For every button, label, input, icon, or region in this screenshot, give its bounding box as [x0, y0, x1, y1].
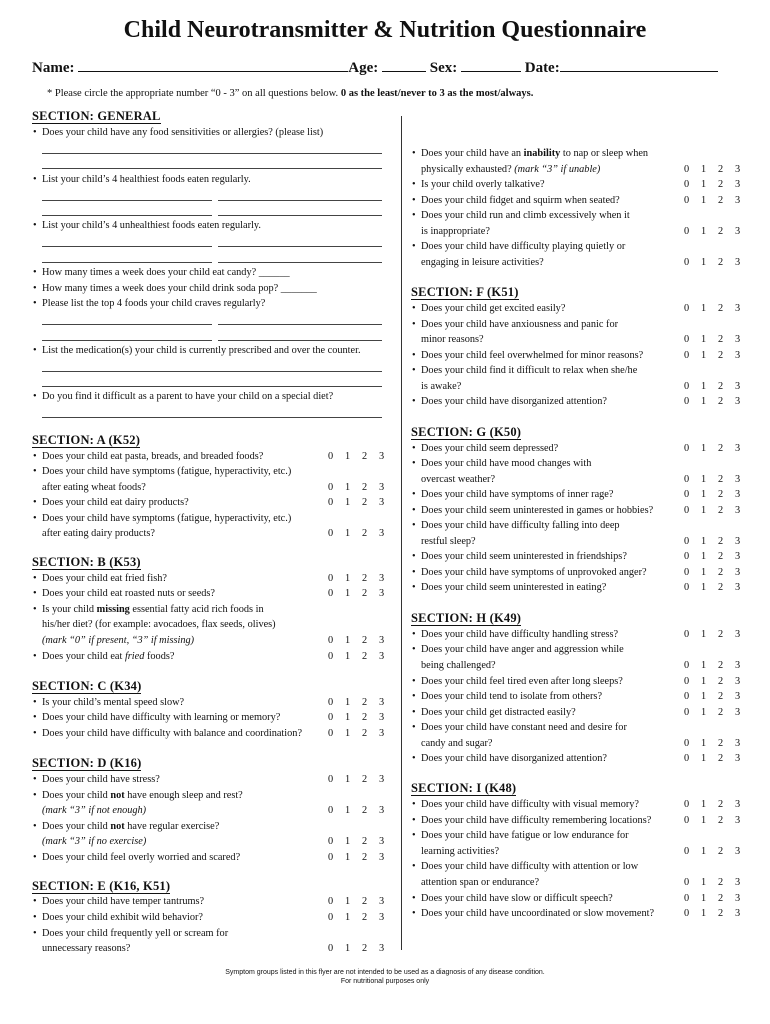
question: • Does your child have symptoms of unprovoked anger? [412, 567, 647, 578]
rating-scale[interactable]: 0 1 2 3 [328, 728, 385, 739]
answer-line[interactable] [218, 324, 382, 325]
question: • Does your child have fatigue or low endurance for [412, 830, 629, 841]
rating-scale[interactable]: 0 1 2 3 [684, 582, 741, 593]
age-field[interactable] [382, 58, 426, 72]
answer-line[interactable] [42, 153, 382, 154]
general-q7: • List the medication(s) your child is currently prescribed and over the counter. [33, 345, 361, 356]
rating-scale[interactable]: 0 1 2 3 [684, 474, 741, 485]
rating-scale[interactable]: 0 1 2 3 [684, 179, 741, 190]
name-label: Name: [32, 60, 75, 76]
rating-scale[interactable]: 0 1 2 3 [684, 707, 741, 718]
question-cont: learning activities? [421, 846, 500, 857]
rating-scale[interactable]: 0 1 2 3 [684, 303, 741, 314]
question: • Is your child missing essential fatty acid rich foods in [33, 604, 264, 615]
question-cont: attention span or endurance? [421, 877, 540, 888]
rating-scale[interactable]: 0 1 2 3 [328, 528, 385, 539]
question: • Does your child feel overly worried and scared? [33, 852, 241, 863]
question: • Does your child have difficulty playing quietly or [412, 241, 626, 252]
question: • Does your child have stress? [33, 774, 160, 785]
rating-scale[interactable]: 0 1 2 3 [684, 815, 741, 826]
answer-line[interactable] [42, 417, 382, 418]
rating-scale[interactable]: 0 1 2 3 [684, 164, 741, 175]
answer-line[interactable] [42, 168, 382, 169]
question-cont: unnecessary reasons? [42, 943, 131, 954]
question: • Does your child run and climb excessively when it [412, 210, 630, 221]
question: • Does your child get excited easily? [412, 303, 566, 314]
rating-scale[interactable]: 0 1 2 3 [684, 893, 741, 904]
question-cont: after eating wheat foods? [42, 482, 146, 493]
rating-scale[interactable]: 0 1 2 3 [684, 505, 741, 516]
rating-scale[interactable]: 0 1 2 3 [684, 257, 741, 268]
rating-scale[interactable]: 0 1 2 3 [328, 712, 385, 723]
question-cont: physically exhausted? (mark “3” if unable) [421, 164, 601, 175]
question-cont: restful sleep? [421, 536, 476, 547]
question: • Does your child have symptoms (fatigue, hyperactivity, etc.) [33, 513, 292, 524]
question-cont: is awake? [421, 381, 462, 392]
rating-scale[interactable]: 0 1 2 3 [328, 651, 385, 662]
question: • Does your child seem uninterested in friendships? [412, 551, 627, 562]
section-f-heading: SECTION: F (K51) [411, 285, 519, 299]
answer-line[interactable] [42, 340, 212, 341]
rating-scale[interactable]: 0 1 2 3 [684, 908, 741, 919]
answer-line[interactable] [42, 324, 212, 325]
rating-scale[interactable]: 0 1 2 3 [328, 482, 385, 493]
question: • Does your child not have enough sleep and rest? [33, 790, 243, 801]
question: • Does your child eat pasta, breads, and breaded foods? [33, 451, 264, 462]
sex-field[interactable] [461, 58, 521, 72]
general-q8: • Do you find it difficult as a parent to have your child on a special diet? [33, 391, 334, 402]
instructions [47, 88, 533, 99]
answer-line[interactable] [42, 200, 212, 201]
question: • Does your child eat fried foods? [33, 651, 175, 662]
age-label: Age: [348, 60, 379, 76]
question-note: (mark “3” if no exercise) [42, 836, 147, 847]
general-q1: • Does your child have any food sensitivities or allergies? (please list) [33, 127, 324, 138]
question-cont: is inappropriate? [421, 226, 490, 237]
question: • Does your child have disorganized attention? [412, 753, 607, 764]
instruction-text: * Please circle the appropriate number “0 - 3” on all questions below. [47, 88, 339, 99]
question: • Does your child have difficulty falling into deep [412, 520, 620, 531]
question: • Does your child have difficulty remembering locations? [412, 815, 652, 826]
question: • Does your child have an inability to nap or sleep when [412, 148, 649, 159]
answer-line[interactable] [42, 371, 382, 372]
rating-scale[interactable]: 0 1 2 3 [684, 381, 741, 392]
rating-scale[interactable]: 0 1 2 3 [684, 799, 741, 810]
rating-scale[interactable]: 0 1 2 3 [684, 738, 741, 749]
section-d-heading: SECTION: D (K16) [32, 756, 142, 770]
general-q5: • How many times a week does your child drink soda pop? _______ [33, 283, 317, 294]
instruction-scale: 0 as the least/never to 3 as the most/always. [340, 88, 534, 99]
footer-disclaimer: Symptom groups listed in this flyer are not intended to be used as a diagnosis of any disease condition. [225, 969, 545, 976]
rating-scale[interactable]: 0 1 2 3 [328, 697, 385, 708]
rating-scale[interactable]: 0 1 2 3 [684, 195, 741, 206]
rating-scale[interactable]: 0 1 2 3 [684, 334, 741, 345]
question: • Does your child seem uninterested in eating? [412, 582, 607, 593]
question: • Does your child frequently yell or scream for [33, 928, 229, 939]
question: • Does your child have uncoordinated or slow movement? [412, 908, 655, 919]
section-e-heading: SECTION: E (K16, K51) [32, 879, 171, 893]
answer-line[interactable] [218, 215, 382, 216]
rating-scale[interactable]: 0 1 2 3 [328, 805, 385, 816]
section-b-heading: SECTION: B (K53) [32, 555, 141, 569]
answer-line[interactable] [218, 200, 382, 201]
question-cont: engaging in leisure activities? [421, 257, 544, 268]
question: • Does your child not have regular exercise? [33, 821, 220, 832]
name-field[interactable] [78, 58, 348, 72]
question: • Does your child eat roasted nuts or seeds? [33, 588, 215, 599]
question-cont: his/her diet? (for example: avocadoes, flax seeds, olives) [42, 619, 276, 630]
question: • Does your child fidget and squirm when seated? [412, 195, 620, 206]
rating-scale[interactable]: 0 1 2 3 [684, 489, 741, 500]
rating-scale[interactable]: 0 1 2 3 [328, 588, 385, 599]
general-q4: • How many times a week does your child eat candy? ______ [33, 267, 290, 278]
rating-scale[interactable]: 0 1 2 3 [684, 846, 741, 857]
question-cont: after eating dairy products? [42, 528, 155, 539]
section-g-heading: SECTION: G (K50) [411, 425, 522, 439]
answer-line[interactable] [42, 215, 212, 216]
page-title: Child Neurotransmitter & Nutrition Questionnaire [123, 17, 647, 43]
question: • Does your child feel overwhelmed for minor reasons? [412, 350, 644, 361]
section-a-heading: SECTION: A (K52) [32, 433, 141, 447]
question: • Does your child have constant need and desire for [412, 722, 627, 733]
rating-scale[interactable]: 0 1 2 3 [684, 660, 741, 671]
rating-scale[interactable]: 0 1 2 3 [328, 836, 385, 847]
name-row [32, 58, 718, 77]
section-i-heading: SECTION: I (K48) [411, 781, 517, 795]
rating-scale[interactable]: 0 1 2 3 [328, 943, 385, 954]
rating-scale[interactable]: 0 1 2 3 [328, 896, 385, 907]
question: • Does your child have symptoms of inner rage? [412, 489, 614, 500]
question: • Does your child exhibit wild behavior? [33, 912, 203, 923]
question: • Does your child have mood changes with [412, 458, 592, 469]
question: • Does your child have anger and aggression while [412, 644, 624, 655]
question: • Does your child seem depressed? [412, 443, 559, 454]
answer-line[interactable] [42, 386, 382, 387]
answer-line[interactable] [218, 262, 382, 263]
rating-scale[interactable]: 0 1 2 3 [328, 852, 385, 863]
question: • Does your child get distracted easily? [412, 707, 576, 718]
question-cont: candy and sugar? [421, 738, 493, 749]
section-c-heading: SECTION: C (K34) [32, 679, 142, 693]
section-general-heading: SECTION: GENERAL [32, 109, 161, 123]
question: • Is your child overly talkative? [412, 179, 545, 190]
rating-scale[interactable]: 0 1 2 3 [684, 691, 741, 702]
question: • Does your child feel tired even after long sleeps? [412, 676, 623, 687]
rating-scale[interactable]: 0 1 2 3 [328, 451, 385, 462]
rating-scale[interactable]: 0 1 2 3 [684, 753, 741, 764]
question: • Does your child tend to isolate from others? [412, 691, 603, 702]
rating-scale[interactable]: 0 1 2 3 [684, 676, 741, 687]
answer-line[interactable] [218, 246, 382, 247]
answer-line[interactable] [218, 340, 382, 341]
question: • Does your child have slow or difficult speech? [412, 893, 613, 904]
question: • Does your child have difficulty with learning or memory? [33, 712, 281, 723]
question-note: (mark “0” if present, “3” if missing) [42, 635, 195, 646]
rating-scale[interactable]: 0 1 2 3 [684, 226, 741, 237]
question: • Does your child find it difficult to relax when she/he [412, 365, 638, 376]
question: • Does your child have disorganized attention? [412, 396, 607, 407]
rating-scale[interactable]: 0 1 2 3 [328, 497, 385, 508]
rating-scale[interactable]: 0 1 2 3 [684, 536, 741, 547]
question-note: (mark “3” if not enough) [42, 805, 147, 816]
general-q2: • List your child’s 4 healthiest foods eaten regularly. [33, 174, 251, 185]
rating-scale[interactable]: 0 1 2 3 [684, 877, 741, 888]
rating-scale[interactable]: 0 1 2 3 [684, 443, 741, 454]
question: • Does your child have difficulty with attention or low [412, 861, 639, 872]
rating-scale[interactable]: 0 1 2 3 [684, 551, 741, 562]
rating-scale[interactable]: 0 1 2 3 [328, 774, 385, 785]
question: • Does your child have anxiousness and panic for [412, 319, 619, 330]
question: • Does your child seem uninterested in games or hobbies? [412, 505, 654, 516]
rating-scale[interactable]: 0 1 2 3 [328, 573, 385, 584]
question: • Does your child eat fried fish? [33, 573, 167, 584]
section-h-heading: SECTION: H (K49) [411, 611, 522, 625]
rating-scale[interactable]: 0 1 2 3 [684, 629, 741, 640]
general-q3: • List your child’s 4 unhealthiest foods eaten regularly. [33, 220, 261, 231]
rating-scale[interactable]: 0 1 2 3 [684, 350, 741, 361]
answer-line[interactable] [42, 262, 212, 263]
date-label: Date: [524, 60, 560, 76]
column-divider [401, 116, 402, 950]
sex-label: Sex: [429, 60, 458, 76]
question: • Does your child have difficulty handling stress? [412, 629, 619, 640]
general-q6: • Please list the top 4 foods your child craves regularly? [33, 298, 266, 309]
question-cont: being challenged? [421, 660, 496, 671]
rating-scale[interactable]: 0 1 2 3 [328, 912, 385, 923]
rating-scale[interactable]: 0 1 2 3 [684, 567, 741, 578]
date-field[interactable] [560, 58, 718, 72]
answer-line[interactable] [42, 246, 212, 247]
question: • Is your child’s mental speed slow? [33, 697, 185, 708]
question-cont: overcast weather? [421, 474, 496, 485]
question: • Does your child eat dairy products? [33, 497, 189, 508]
question: • Does your child have temper tantrums? [33, 896, 205, 907]
rating-scale[interactable]: 0 1 2 3 [684, 396, 741, 407]
question-cont: minor reasons? [421, 334, 484, 345]
question: • Does your child have difficulty with balance and coordination? [33, 728, 303, 739]
rating-scale[interactable]: 0 1 2 3 [328, 635, 385, 646]
question: • Does your child have difficulty with visual memory? [412, 799, 639, 810]
question: • Does your child have symptoms (fatigue, hyperactivity, etc.) [33, 466, 292, 477]
footer-note: For nutritional purposes only [340, 978, 430, 985]
